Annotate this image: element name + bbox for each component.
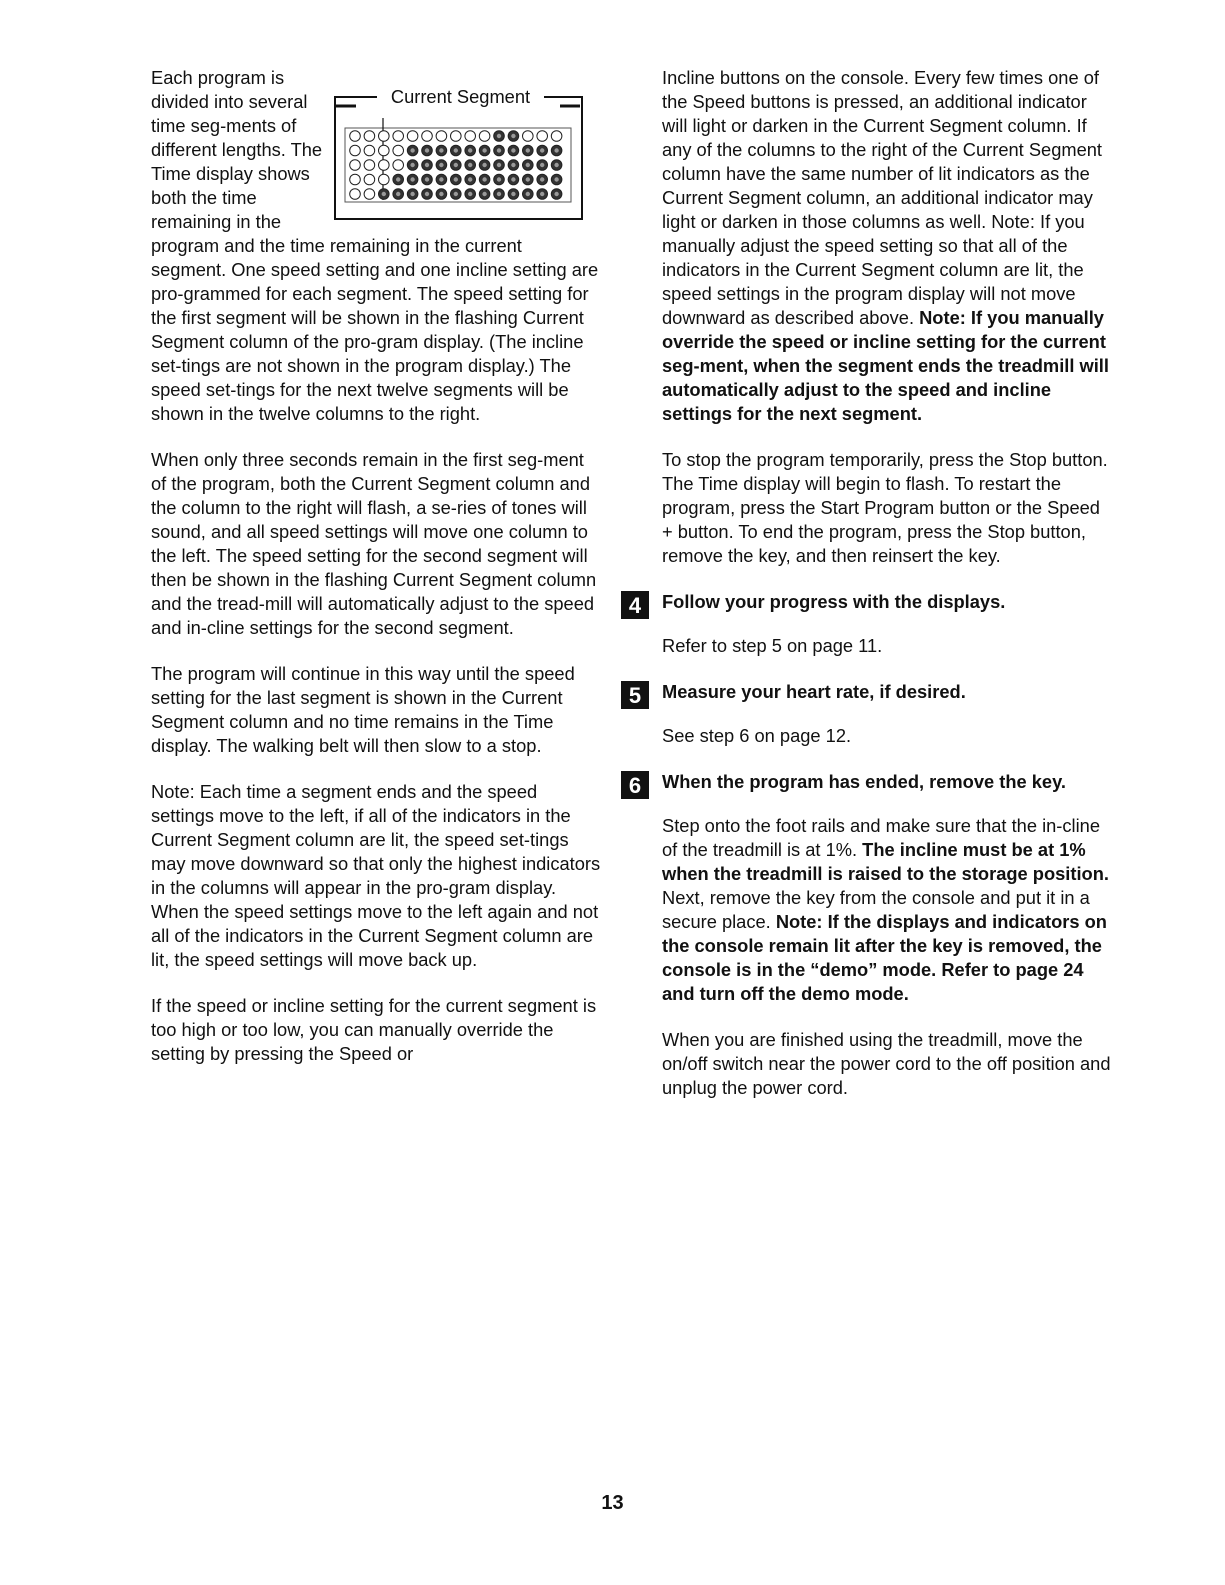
step-heading: Follow your progress with the displays.	[662, 591, 1006, 612]
paragraph-override: If the speed or incline setting for the current segment is too high or too low, you can manually override the setting by pressing the Speed or	[151, 995, 597, 1064]
step-heading: Measure your heart rate, if desired.	[662, 681, 966, 702]
step-body: Step onto the foot rails and make sure that the in-cline of the treadmill is at 1%. The incline must be at 1% when the treadmill is raised to the storage position. Next, remove the key from the console and put it in a secure place. Note: If the displays and indicators on the console remain lit after the key is removed, the console is in the “demo” mode. Refer to page 24 and turn off the demo mode.	[662, 815, 1109, 1004]
step-4	[628, 590, 1112, 658]
step-heading: When the program has ended, remove the key.	[662, 771, 1066, 792]
step-body: Refer to step 5 on page 11.	[662, 635, 883, 656]
paragraph-three-seconds: When only three seconds remain in the first seg-ment of the program, both the Current Segment column and the column to the right will flash, a se-ries of tones will sound, and all speed settings will move one column to the left. The speed setting for the second segment will then be shown in the flashing Current Segment column and the tread-mill will automatically adjust to the speed and in-cline settings for the second segment.	[151, 449, 597, 638]
left-column	[151, 66, 601, 1088]
page-number: 13	[601, 1492, 624, 1514]
override-note: Note: If you manually override the speed or incline setting for the current seg-ment, when the segment ends the treadmill will automatically adjust to the speed and incline settings for the next segment.	[662, 307, 1109, 424]
paragraph-incline-buttons	[662, 66, 1112, 426]
right-column	[628, 66, 1112, 1122]
incline-text: Incline buttons on the console. Every few times one of the Speed buttons is pressed, an additional indicator will light or darken in the Current Segment column. If any of the columns to the right of the Current Segment column have the same number of lit indicators as the Current Segment column, an additional indicator may light or darken in those columns as well. Note: If you manually adjust the speed setting so that all of the indicators in the Current Segment column are lit, the speed settings in the program display will not move downward as described above.	[662, 67, 1103, 328]
current-segment-figure	[334, 88, 587, 224]
step-6	[628, 770, 1112, 1100]
intro-paragraph-wrap	[151, 66, 601, 426]
paragraph-stop-program: To stop the program temporarily, press the Stop button. The Time display will begin to flash. To restart the program, press the Start Program button or the Speed + button. To end the program, press the Stop button, remove the key, and then reinsert the key.	[662, 449, 1108, 566]
paragraph-note-move-left: Note: Each time a segment ends and the speed settings move to the left, if all of the indicators in the Current Segment column are lit, the speed set-tings may move downward so that only the highest indicators in the columns will appear in the pro-gram display. When the speed settings move to the left again and not all of the indicators in the Current Segment column are lit, the speed settings will move back up.	[151, 781, 601, 970]
step-number-badge: 4	[621, 591, 649, 619]
figure-title: Current Segment	[334, 85, 587, 109]
step-number-badge: 5	[621, 681, 649, 709]
step-number-badge: 6	[621, 771, 649, 799]
paragraph-intro: Each program is divided into several time seg-ments of different lengths. The Time display shows both the time remaining in the program and the time remaining in the current segment. One speed setting and one incline setting are pro-grammed for each segment. The speed setting for the first segment will be shown in the flashing Current Segment column of the pro-gram display. (The incline set-tings are not shown in the program display.) The speed set-tings for the next twelve segments will be shown in the twelve columns to the right.	[151, 67, 599, 424]
step-body-finish: When you are finished using the treadmill, move the on/off switch near the power cord to the off position and unplug the power cord.	[662, 1029, 1111, 1098]
step-body: See step 6 on page 12.	[662, 725, 852, 746]
step-5	[628, 680, 1112, 748]
paragraph-program-continue: The program will continue in this way until the speed setting for the last segment is shown in the Current Segment column and no time remains in the Time display. The walking belt will then slow to a stop.	[151, 663, 575, 756]
